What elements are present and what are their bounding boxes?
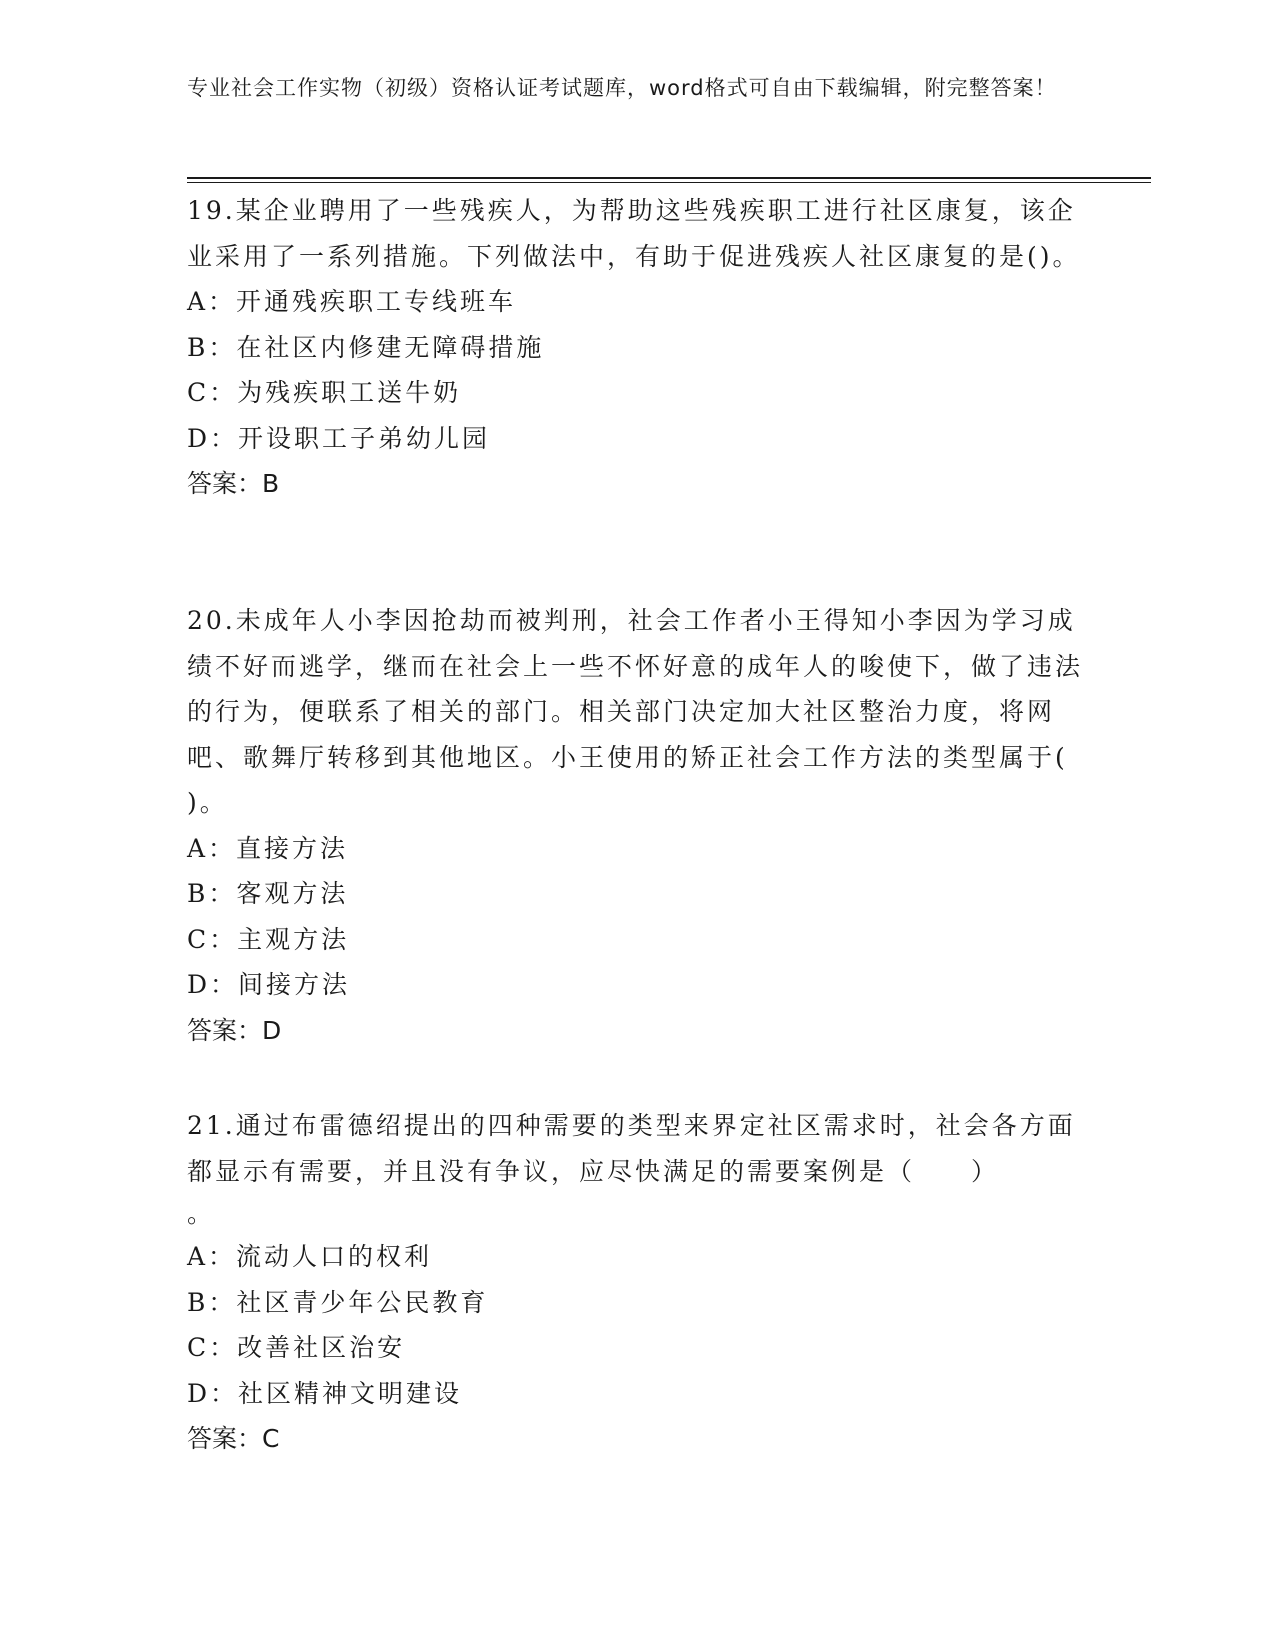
question-stem: 20.未成年人小李因抢劫而被判刑，社会工作者小王得知小李因为学习成绩不好而逃学，继而在社会上一些不怀好意的成年人的唆使下，做了违法的行为，便联系了相关的部门。相关部门决定加大社区整治力度，将网吧、歌舞厅转移到其他地区。小王使用的矫正社会工作方法的类型属于( )。 [187,606,1084,817]
header-divider-thick [187,177,1151,179]
question-stem-tail: 。 [187,1199,213,1228]
option-b: B：社区青少年公民教育 [187,1287,489,1317]
option-d: D：间接方法 [187,970,351,999]
option-a: A：开通残疾职工专线班车 [187,287,517,316]
question-19 [187,188,1087,507]
answer-label: 答案：C [187,1424,280,1453]
option-d: D：社区精神文明建设 [187,1378,463,1408]
header-divider-thin [187,182,1151,183]
option-c: C：改善社区治安 [187,1333,406,1362]
answer-label: 答案：B [187,469,280,498]
question-20 [187,598,1087,1053]
option-c: C：为残疾职工送牛奶 [187,378,462,407]
option-a: A：直接方法 [187,833,349,863]
question-stem: 19.某企业聘用了一些残疾人，为帮助这些残疾职工进行社区康复，该企业采用了一系列措施。下列做法中，有助于促进残疾人社区康复的是()。 [187,196,1081,271]
option-d: D：开设职工子弟幼儿园 [187,423,491,453]
option-b: B：在社区内修建无障碍措施 [187,332,545,362]
option-c: C：主观方法 [187,924,350,954]
answer-label: 答案：D [187,1015,282,1045]
option-a: A：流动人口的权利 [187,1242,433,1271]
question-21 [187,1103,1087,1462]
question-stem: 21.通过布雷德绍提出的四种需要的类型来界定社区需求时，社会各方面都显示有需要，并且没有争议，应尽快满足的需要案例是（ ） [187,1111,1076,1186]
document-header: 专业社会工作实物（初级）资格认证考试题库，word格式可自由下载编辑，附完整答案！ [187,76,1057,100]
option-b: B：客观方法 [187,879,349,908]
